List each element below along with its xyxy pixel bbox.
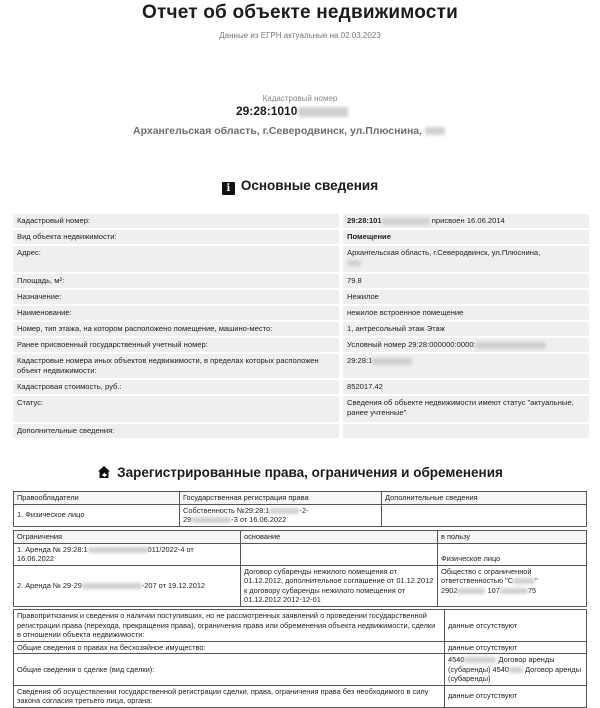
row-value: 852017.42 xyxy=(341,379,589,395)
table-row xyxy=(13,273,589,289)
table-row xyxy=(13,214,589,229)
row-key: Наименование: xyxy=(13,305,341,321)
info-icon: i xyxy=(222,182,235,195)
table-row xyxy=(13,321,589,337)
table-row xyxy=(13,245,589,273)
table-row xyxy=(13,289,589,305)
table-header-row xyxy=(14,531,587,544)
row-value: 79.8 xyxy=(341,273,589,289)
row-key: Сведения об осуществлении государственной регистрации сделки, права, ограничения права без необходимого в силу закона согласия третьего лица, органа: xyxy=(14,685,445,707)
row-key: Правопритязания и сведения о наличии поступивших, но не рассмотренных заявлений о проведении государственной регистрации права (перехода, прекращения права), ограничения права или обременения объекта недвижимости, сделки в отношении объекта недвижимости: xyxy=(14,610,445,642)
row-key: Кадастровая стоимость, руб.: xyxy=(13,379,341,395)
basis-cell xyxy=(241,543,438,565)
row-key: Номер, тип этажа, на котором расположено помещение, машино-место: xyxy=(13,321,341,337)
row-value: данные отсутствуют xyxy=(445,641,587,654)
rights-table xyxy=(13,491,587,527)
row-key: Статус: xyxy=(13,395,341,423)
row-value: 4540 Договор аренды (субаренды) 4540 Договор аренды (субаренды) xyxy=(445,654,587,686)
table-row xyxy=(14,543,587,565)
table-row xyxy=(14,641,587,654)
row-value: данные отсутствуют xyxy=(445,610,587,642)
ownership-cell: Собственность №29:28:1 -2- 29 -3 от 16.06.2022 xyxy=(180,504,382,526)
main-info-table xyxy=(13,214,589,440)
row-key: Вид объекта недвижимости: xyxy=(13,229,341,245)
table-row xyxy=(14,654,587,686)
column-header: Дополнительные сведения xyxy=(382,492,587,505)
restriction-cell: 1. Аренда № 29:28:1 011/2022-4 от 16.06.2022 xyxy=(14,543,241,565)
row-key: Дополнительные сведения: xyxy=(13,423,341,439)
row-value: 1, антресольный этаж Этаж xyxy=(341,321,589,337)
table-row xyxy=(13,353,589,379)
column-header: основание xyxy=(241,531,438,544)
favor-cell: Общество с ограниченной ответственностью "С " 2902 107 75 xyxy=(438,565,587,606)
restrictions-table xyxy=(13,530,587,607)
row-key: Ранее присвоенный государственный учетный номер: xyxy=(13,337,341,353)
row-value: Сведения об объекте недвижимости имеют статус "актуальные, ранее учтенные" xyxy=(341,395,589,423)
column-header: Ограничения xyxy=(14,531,241,544)
owner-cell: 1. Физическое лицо xyxy=(14,504,180,526)
table-row xyxy=(13,337,589,353)
redacted-mark xyxy=(298,107,348,117)
section-title: Основные сведения xyxy=(240,178,379,193)
table-row xyxy=(14,685,587,707)
row-key: Общие сведения о сделке (вид сделки): xyxy=(14,654,445,686)
column-header: в пользу xyxy=(438,531,587,544)
table-row xyxy=(13,395,589,423)
table-row xyxy=(14,565,587,606)
table-row xyxy=(14,610,587,642)
column-header: Государственная регистрация права xyxy=(180,492,382,505)
row-value: Условный номер 29:28:000000:0000: xyxy=(341,337,589,353)
row-value: 29:28:101 присвоен 16.06.2014 xyxy=(341,214,589,229)
cadastral-label: Кадастровый номер xyxy=(262,94,338,103)
row-key: Кадастровый номер: xyxy=(13,214,341,229)
row-value: Помещение xyxy=(341,229,589,245)
table-row xyxy=(14,504,587,526)
table-row xyxy=(13,305,589,321)
page-subtitle: Данные из ЕГРН актуальные на 02.03.2023 xyxy=(219,31,381,40)
row-key: Площадь, м²: xyxy=(13,273,341,289)
house-icon xyxy=(97,465,111,479)
row-value: 29:28:1 xyxy=(341,353,589,379)
row-key: Адрес: xyxy=(13,245,341,273)
restriction-cell: 2. Аренда № 29-29 -207 от 19.12.2012 xyxy=(14,565,241,606)
info-table xyxy=(13,609,587,708)
column-header: Правообладатели xyxy=(14,492,180,505)
section-title: Зарегистрированные права, ограничения и обременения xyxy=(117,465,503,480)
table-row xyxy=(13,229,589,245)
redacted-mark xyxy=(425,127,445,135)
row-value: Архангельская область, г.Северодвинск, ул.Плюснина, xyxy=(341,245,589,273)
row-value: Нежилое xyxy=(341,289,589,305)
row-key: Кадастровые номера иных объектов недвижимости, в пределах которых расположен объект недвижимости: xyxy=(13,353,341,379)
row-key: Назначение: xyxy=(13,289,341,305)
basis-cell: Договор субаренды нежилого помещения от 01.12.2012, дополнительное соглашение от 01.12.2012 к договору субаренды нежилого помещения от 01.12.2012 2012-12-01 xyxy=(241,565,438,606)
table-row xyxy=(13,423,589,439)
cadastral-number xyxy=(236,104,348,118)
cadastral-number-text: 29:28:1010 xyxy=(236,104,298,118)
row-key: Общие сведения о правах на бесхозяйное имущество: xyxy=(14,641,445,654)
additional-info-cell xyxy=(382,504,587,526)
row-value: нежилое встроенное помещение xyxy=(341,305,589,321)
object-address xyxy=(133,125,445,137)
object-address-text: Архангельская область, г.Северодвинск, ул.Плюснина, xyxy=(133,125,423,137)
favor-cell: Физическое лицо xyxy=(438,543,587,565)
table-row xyxy=(13,379,589,395)
section-rights-heading xyxy=(0,465,600,480)
page-title: Отчет об объекте недвижимости xyxy=(142,2,458,23)
section-main-info-heading xyxy=(0,178,600,195)
table-header-row xyxy=(14,492,587,505)
row-value: данные отсутствуют xyxy=(445,685,587,707)
row-value xyxy=(341,423,589,439)
